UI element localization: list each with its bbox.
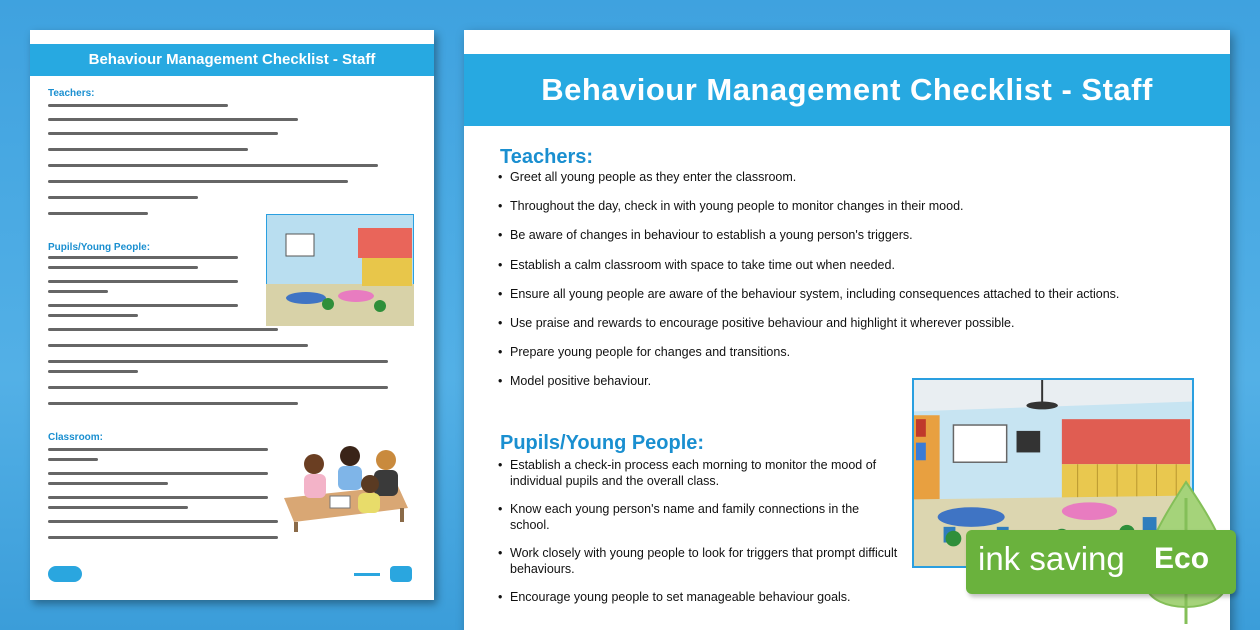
list-item: • Encourage young people to set manageable behaviour goals.: [498, 589, 898, 605]
thumbnail-text-line: [48, 304, 238, 307]
thumbnail-heading-teachers: Teachers:: [48, 88, 95, 99]
thumbnail-heading-pupils: Pupils/Young People:: [48, 242, 151, 253]
thumbnail-heading-classroom: Classroom:: [48, 432, 104, 443]
thumbnail-text-line: [48, 360, 388, 363]
thumbnail-page: [30, 30, 434, 600]
list-item: • Ensure all young people are aware of the behaviour system, including consequences attached to their actions.: [498, 286, 1119, 302]
thumbnail-text-line: [48, 506, 188, 509]
list-item: • Be aware of changes in behaviour to establish a young person's triggers.: [498, 227, 1119, 243]
thumbnail-text-line: [48, 266, 198, 269]
thumbnail-group-image: [274, 438, 414, 532]
thumbnail-text-line: [48, 132, 278, 135]
thumbnail-title: Behaviour Management Checklist - Staff: [30, 44, 434, 76]
thumbnail-text-line: [48, 536, 278, 539]
eco-badge: [966, 458, 1260, 630]
list-item: • Establish a calm classroom with space to take time out when needed.: [498, 257, 1119, 273]
list-item: • Work closely with young people to look for triggers that prompt difficult behaviours.: [498, 545, 898, 577]
thumbnail-text-line: [48, 386, 388, 389]
page-title: Behaviour Management Checklist - Staff: [464, 54, 1230, 126]
thumbnail-footer-text: [354, 573, 380, 576]
thumbnail-footer-logo: [390, 566, 412, 582]
thumbnail-text-line: [48, 280, 238, 283]
thumbnail-classroom-image: [266, 214, 414, 326]
thumbnail-text-line: [48, 402, 298, 405]
thumbnail-text-line: [48, 328, 278, 331]
thumbnail-text-line: [48, 448, 268, 451]
thumbnail-text-line: [48, 196, 198, 199]
list-item: • Establish a check-in process each morning to monitor the mood of individual pupils and the overall class.: [498, 457, 898, 489]
thumbnail-text-line: [48, 458, 98, 461]
list-item: • Use praise and rewards to encourage positive behaviour and highlight it wherever possible.: [498, 315, 1119, 331]
thumbnail-text-line: [48, 180, 348, 183]
thumbnail-text-line: [48, 482, 168, 485]
pupils-list: [498, 457, 898, 617]
list-item: • Greet all young people as they enter the classroom.: [498, 169, 1119, 185]
list-item: • Model positive behaviour.: [498, 373, 1119, 389]
thumbnail-text-line: [48, 256, 238, 259]
eco-badge-label: ink saving: [978, 540, 1125, 577]
eco-badge-tag: Eco: [1154, 542, 1210, 575]
thumbnail-text-line: [48, 118, 298, 121]
heading-pupils: Pupils/Young People:: [500, 432, 705, 454]
thumbnail-text-line: [48, 148, 248, 151]
thumbnail-footer-logo: [48, 566, 82, 582]
thumbnail-text-line: [48, 496, 268, 499]
list-item: • Know each young person's name and family connections in the school.: [498, 501, 898, 533]
thumbnail-text-line: [48, 370, 138, 373]
thumbnail-text-line: [48, 212, 148, 215]
thumbnail-text-line: [48, 472, 268, 475]
list-item: • Throughout the day, check in with young people to monitor changes in their mood.: [498, 198, 1119, 214]
thumbnail-text-line: [48, 520, 278, 523]
thumbnail-text-line: [48, 290, 108, 293]
list-item: • Prepare young people for changes and transitions.: [498, 344, 1119, 360]
thumbnail-text-line: [48, 344, 308, 347]
heading-teachers: Teachers:: [500, 146, 594, 168]
thumbnail-text-line: [48, 314, 138, 317]
thumbnail-text-line: [48, 104, 228, 107]
teachers-list: [498, 169, 1119, 403]
thumbnail-text-line: [48, 164, 378, 167]
